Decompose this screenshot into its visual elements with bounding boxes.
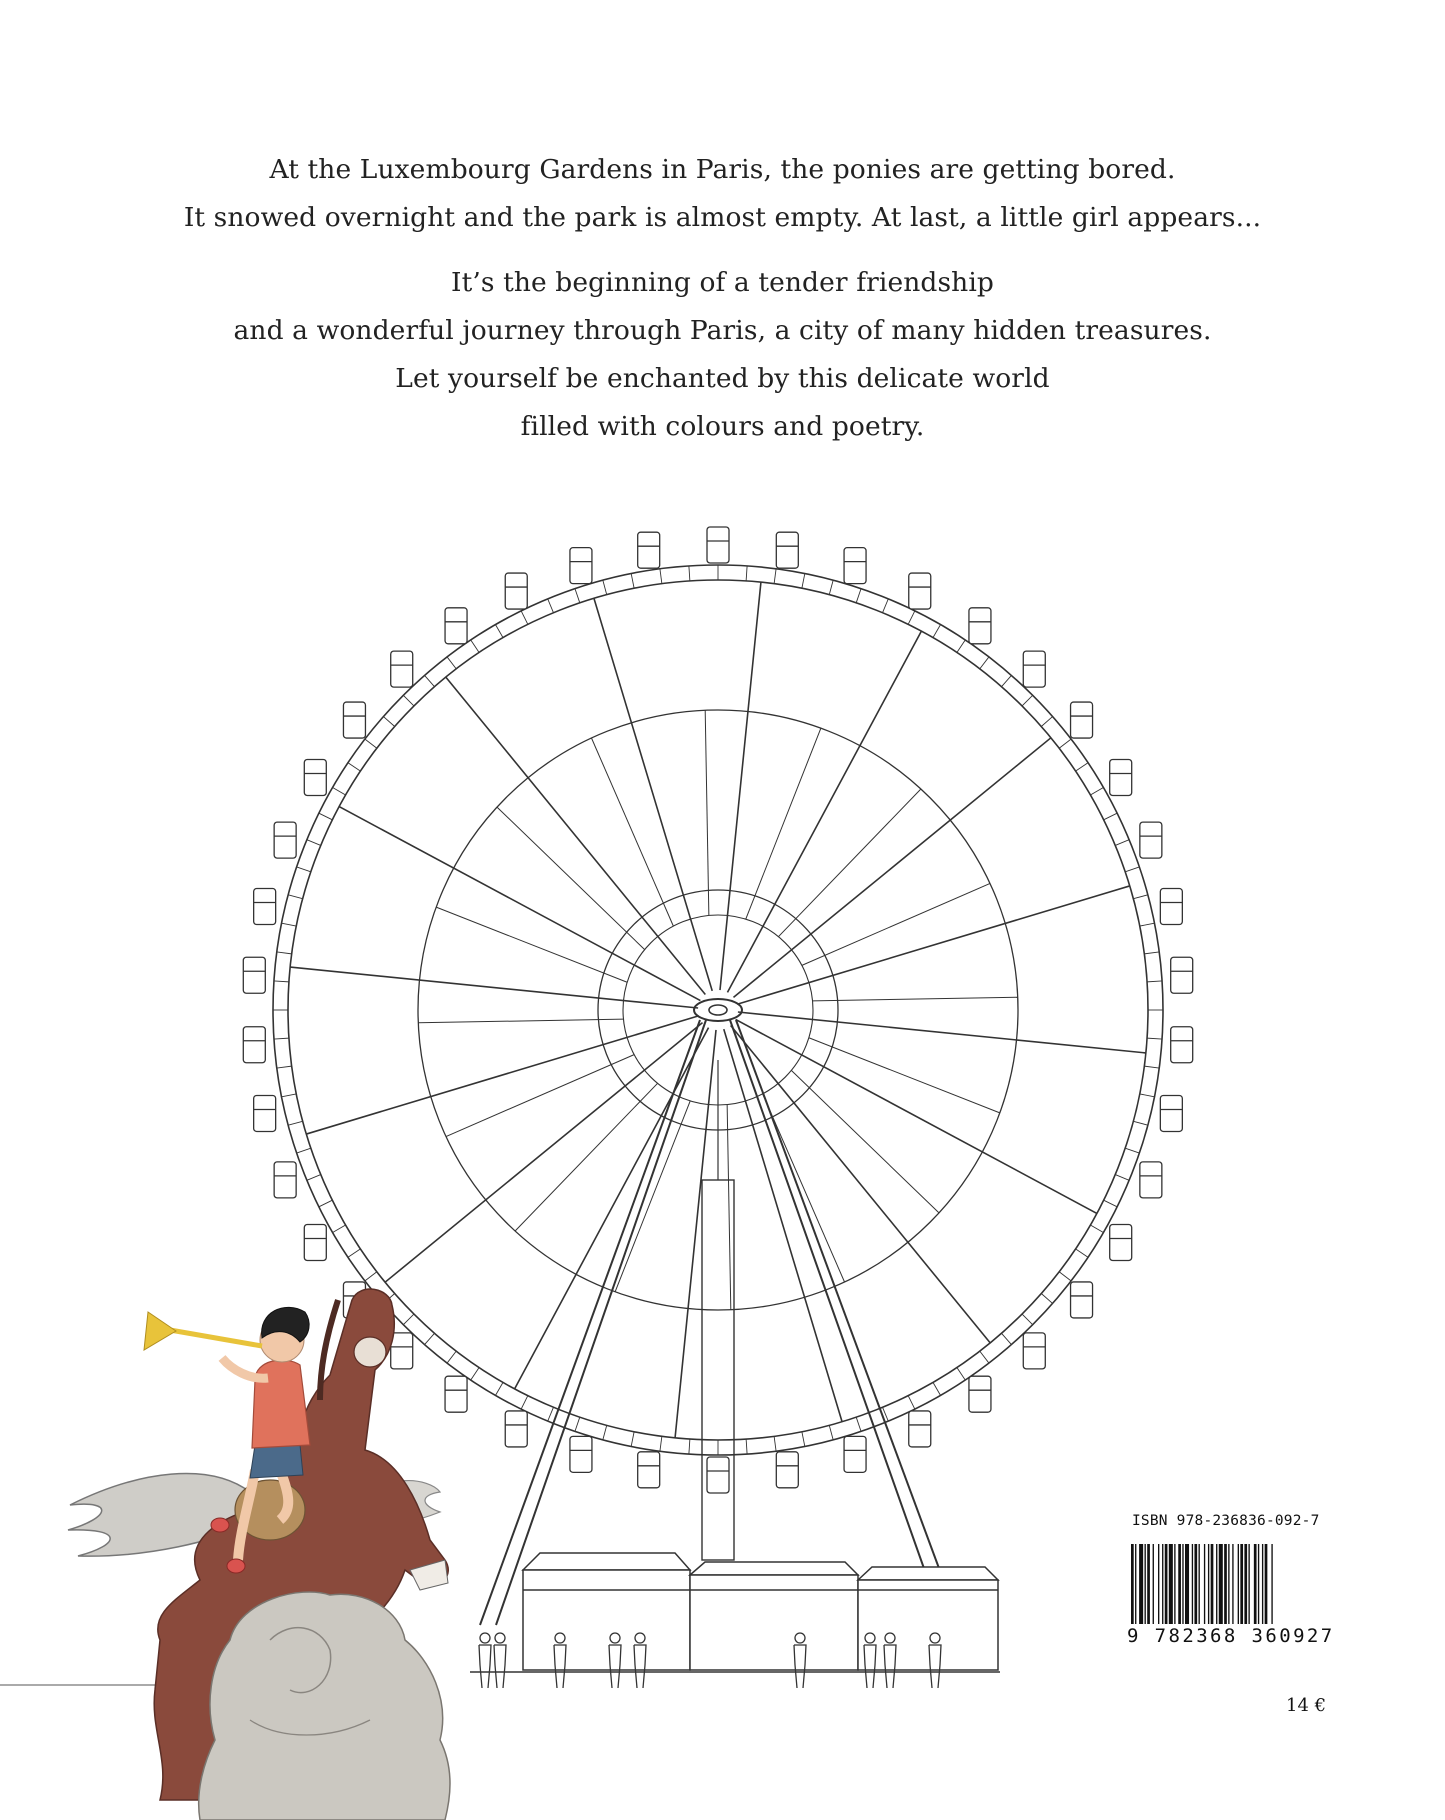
barcode-bar [1165, 1544, 1168, 1624]
rim-ties [273, 565, 1163, 1455]
rim-tie [1076, 1249, 1088, 1257]
barcode-bar [1265, 1544, 1268, 1624]
rim-tie [277, 952, 292, 954]
gondola [969, 608, 991, 644]
barcode-bar [1240, 1544, 1243, 1624]
blurb-line: It snowed overnight and the park is almost empty. At last, a little girl appears... [183, 202, 1262, 233]
rim-tie [980, 1351, 989, 1363]
rim-tie [447, 1351, 456, 1363]
spoke-brace [791, 1070, 939, 1212]
rim-tie [933, 625, 941, 638]
rim-tie [288, 895, 302, 899]
rim-tie [496, 1382, 504, 1395]
rim-tie [575, 1417, 580, 1431]
gondola [1140, 1162, 1162, 1198]
rim-tie [774, 569, 776, 584]
barcode-bar [1248, 1544, 1249, 1624]
gondola [844, 1436, 866, 1472]
rim-tie [1140, 923, 1155, 926]
gondola [570, 1436, 592, 1472]
barcode-bar [1224, 1544, 1227, 1624]
blurb-line: Let yourself be enchanted by this delicate world [395, 363, 1050, 394]
rim-tie [1144, 952, 1159, 954]
gondola [1071, 702, 1093, 738]
gondola [1110, 760, 1132, 796]
rim-tie [856, 589, 861, 603]
spoke-brace [705, 710, 709, 915]
spoke-brace [591, 738, 673, 926]
spoke-brace [763, 1094, 845, 1282]
spoke [738, 1012, 1146, 1053]
rim-tie [980, 657, 989, 669]
rim-tie [575, 589, 580, 603]
gondola [1160, 889, 1182, 925]
rim-tie [1133, 1121, 1147, 1125]
gondola [445, 608, 467, 644]
rim-tie [660, 1436, 662, 1451]
barcode-bar [1232, 1544, 1233, 1624]
spoke-brace [418, 1019, 623, 1023]
rim-tie [883, 599, 889, 613]
spoke [736, 1019, 1097, 1213]
barcode-bar [1178, 1544, 1181, 1624]
spoke [339, 807, 700, 1001]
rim-tie [403, 695, 414, 706]
gondola [776, 532, 798, 568]
spoke-brace [497, 807, 645, 949]
rim-tie [548, 1407, 554, 1421]
rim-tie [383, 717, 394, 727]
rim-tie [365, 1272, 377, 1281]
barcode-bar [1244, 1544, 1247, 1624]
spoke [720, 582, 761, 990]
gondola [1023, 1333, 1045, 1369]
spoke [515, 1028, 709, 1389]
barcode-bar [1216, 1544, 1217, 1624]
barcode-bar [1158, 1544, 1159, 1624]
barcode-bar [1169, 1544, 1173, 1624]
rim-tie [746, 1439, 747, 1454]
spoke [737, 886, 1130, 1004]
rim-tie [297, 1148, 311, 1153]
gondola [969, 1376, 991, 1412]
rim-tie [288, 1121, 302, 1125]
blurb-line: At the Luxembourg Gardens in Paris, the ponies are getting bored. [269, 154, 1176, 185]
pedestrian-body [479, 1645, 491, 1688]
rim-tie [1125, 1148, 1139, 1153]
rim-tie [856, 1417, 861, 1431]
gondola [391, 651, 413, 687]
rim-tie [689, 1439, 690, 1454]
spoke-brace [515, 1083, 657, 1231]
rim-tie [319, 1200, 332, 1207]
gondola [1171, 1027, 1193, 1063]
barcode-bar [1145, 1544, 1146, 1624]
isbn-label: ISBN 978-236836-092-7 [1132, 1513, 1320, 1529]
rim-tie [631, 574, 634, 589]
barcode-bar [1228, 1544, 1229, 1624]
rim-tie [689, 566, 690, 581]
rim-tie [319, 813, 332, 820]
gondola [1140, 822, 1162, 858]
spoke-brace [727, 1105, 731, 1310]
spoke [731, 1025, 991, 1342]
rim-tie [1147, 981, 1162, 982]
rim-tie [908, 611, 915, 624]
rim-tie [1104, 1200, 1117, 1207]
rim-tie [603, 1425, 607, 1439]
rim-tie [957, 1368, 965, 1380]
spoke-brace [778, 789, 920, 937]
rim-tie [1125, 867, 1139, 872]
gondola [909, 1411, 931, 1447]
gondola [1023, 651, 1045, 687]
rim-tie [307, 1175, 321, 1181]
rim-tie [1002, 675, 1012, 686]
gondola [844, 548, 866, 584]
barcode-bar [1238, 1544, 1239, 1624]
gondola [304, 1225, 326, 1261]
gondola [505, 1411, 527, 1447]
barcode-bar [1208, 1544, 1209, 1624]
rim-tie [1059, 739, 1071, 748]
rim-tie [774, 1436, 776, 1451]
spoke [594, 598, 712, 991]
rim-tie [1090, 788, 1103, 796]
trumpet [170, 1330, 262, 1346]
gondola [343, 702, 365, 738]
spoke [306, 1016, 699, 1134]
rim-tie [307, 840, 321, 846]
spoke-brace [809, 1038, 1000, 1113]
rim-tie [1147, 1038, 1162, 1039]
rim-tie [425, 675, 435, 686]
rim-tie [1041, 717, 1052, 727]
gondola [776, 1452, 798, 1488]
barcode-bar [1135, 1544, 1136, 1624]
spoke-brace [802, 883, 990, 965]
barcode-bar [1182, 1544, 1183, 1624]
spoke-brace [436, 907, 627, 982]
spoke [727, 631, 921, 992]
rim-tie [1041, 1294, 1052, 1304]
rim-tie [631, 1432, 634, 1447]
barcode-bar [1174, 1544, 1175, 1624]
rim-tie [333, 1225, 346, 1233]
barcode-bar [1211, 1544, 1214, 1624]
barcode-bar [1162, 1544, 1163, 1624]
stone-statue-base [199, 1592, 450, 1820]
barcode-bar [1271, 1544, 1272, 1624]
rim-tie [282, 1094, 297, 1097]
rim-tie [521, 1396, 528, 1409]
barcode-bar [1219, 1544, 1223, 1624]
gondola [505, 573, 527, 609]
rim-tie [365, 739, 377, 748]
spoke-brace [615, 1101, 690, 1292]
price-label: 14 € [1286, 1695, 1327, 1716]
barcode-bar [1147, 1544, 1150, 1624]
spoke [724, 1029, 842, 1422]
barcode-bar [1204, 1544, 1205, 1624]
wheel-base-pavilions [470, 1553, 1000, 1672]
barcode-digits: 9 782368 360927 [1127, 1625, 1335, 1647]
rim-tie [274, 1038, 289, 1039]
rim-tie [348, 763, 360, 771]
gondola [304, 760, 326, 796]
rim-tie [908, 1396, 915, 1409]
rim-tie [425, 1333, 435, 1344]
rim-tie [1115, 1175, 1129, 1181]
spoke [290, 967, 698, 1008]
rim-tie [274, 981, 289, 982]
gondola [638, 532, 660, 568]
gondola [1071, 1282, 1093, 1318]
rim-tie [1002, 1333, 1012, 1344]
rim-tie [348, 1249, 360, 1257]
barcode-bar [1194, 1544, 1197, 1624]
spoke-brace [813, 997, 1018, 1001]
gondola [570, 548, 592, 584]
rim-tie [933, 1382, 941, 1395]
rim-tie [1104, 813, 1117, 820]
gondola [274, 1162, 296, 1198]
rim-tie [829, 580, 833, 594]
barcode-bar [1185, 1544, 1189, 1624]
rim-tie [496, 625, 504, 638]
barcode-bar [1254, 1544, 1257, 1624]
rim-tie [1090, 1225, 1103, 1233]
blurb-line: filled with colours and poetry. [520, 411, 925, 442]
barcode-bar [1192, 1544, 1193, 1624]
spoke-brace [746, 728, 821, 919]
rim-tie [1133, 895, 1147, 899]
barcode-bar [1153, 1544, 1154, 1624]
rim-tie [660, 569, 662, 584]
rim-tie [277, 1066, 292, 1068]
rim-tie [471, 640, 479, 652]
gondola [1110, 1225, 1132, 1261]
rim-tie [282, 923, 297, 926]
gondola [707, 527, 729, 563]
rim-tie [1059, 1272, 1071, 1281]
spoke [385, 1023, 702, 1283]
gondola [1160, 1095, 1182, 1131]
spoke-brace [446, 1055, 634, 1137]
barcode-bar [1139, 1544, 1143, 1624]
gondola [254, 889, 276, 925]
gondola [254, 1095, 276, 1131]
gondola [638, 1452, 660, 1488]
rim-tie [471, 1368, 479, 1380]
rim-tie [1076, 763, 1088, 771]
gondola [909, 573, 931, 609]
rim-tie [1022, 1314, 1033, 1325]
rim-tie [447, 657, 456, 669]
blurb-line: and a wonderful journey through Paris, a city of many hidden treasures. [233, 315, 1212, 346]
rim-tie [746, 566, 747, 581]
barcode-bar [1258, 1544, 1259, 1624]
gondola [243, 1027, 265, 1063]
rim-tie [333, 788, 346, 796]
rim-tie [403, 1314, 414, 1325]
pedestrian-head [480, 1633, 490, 1643]
gondola [243, 957, 265, 993]
gondola [274, 822, 296, 858]
barcode-bar [1131, 1544, 1134, 1624]
pedestrian-body [494, 1645, 506, 1688]
gondola [707, 1457, 729, 1493]
rim-tie [548, 599, 554, 613]
rim-tie [1115, 840, 1129, 846]
barcode-bar [1199, 1544, 1200, 1624]
rim-tie [829, 1425, 833, 1439]
gondola [445, 1376, 467, 1412]
gondola [391, 1333, 413, 1369]
rim-tie [603, 580, 607, 594]
rim-tie [1022, 695, 1033, 706]
blurb-line: It’s the beginning of a tender friendship [451, 267, 994, 298]
pedestrian-head [495, 1633, 505, 1643]
spoke [733, 738, 1050, 998]
rim-tie [802, 1432, 805, 1447]
rim-tie [521, 611, 528, 624]
spoke [446, 677, 706, 994]
rim-tie [802, 574, 805, 589]
rim-tie [297, 867, 311, 872]
rim-tie [1144, 1066, 1159, 1068]
rim-tie [957, 640, 965, 652]
gondola [1171, 957, 1193, 993]
rim-tie [1140, 1094, 1155, 1097]
barcode-bar [1262, 1544, 1263, 1624]
